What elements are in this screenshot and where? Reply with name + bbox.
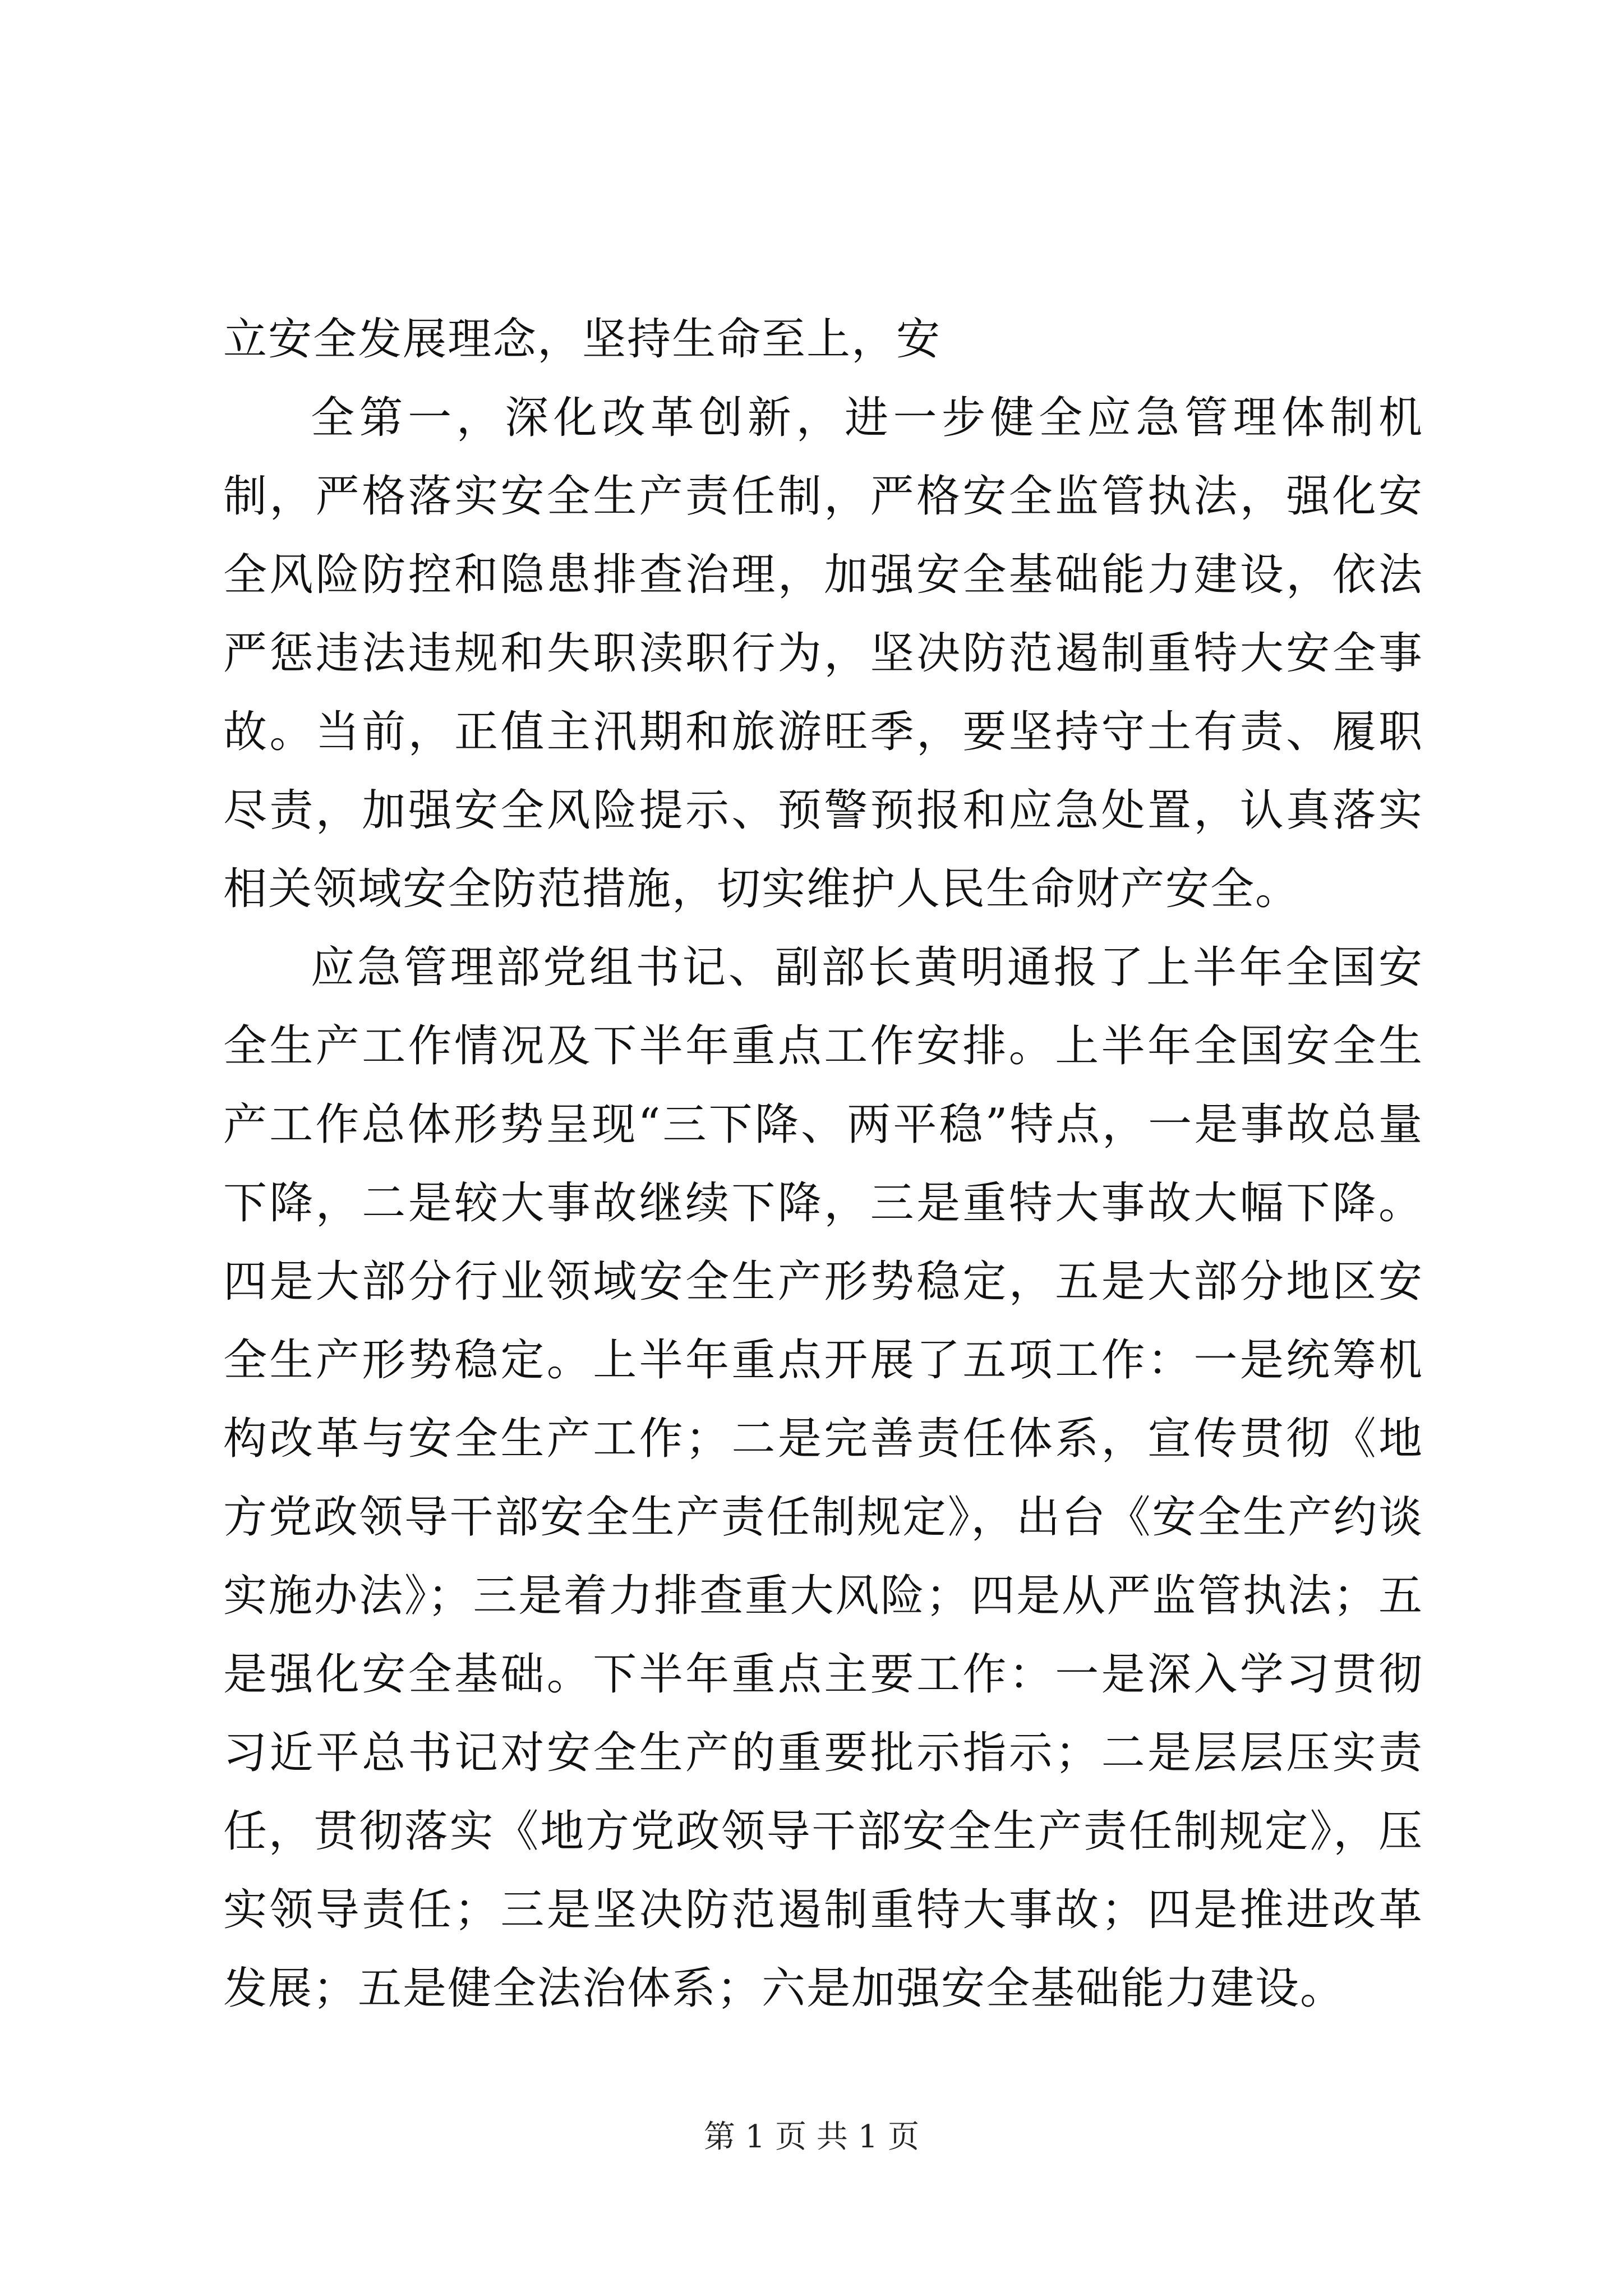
paragraph-1: 立安全发展理念，坚持生命至上，安 [223, 314, 942, 365]
paragraph-2: 全第一，深化改革创新，进一步健全应急管理体制机制，严格落实安全生产责任制，严格安全监管执法，强化安全风险防控和隐患排查治理，加强安全基础能力建设，依法严惩违法违规和失职渎职行为，坚决防范遏制重特大安全事故。当前，正值主汛期和旅游旺季，要坚持守土有责、履职尽责，加强安全风险提示、预警预报和应急处置，认真落实相关领域安全防范措施，切实维护人民生命财产安全。 [223, 393, 1423, 914]
page-footer: 第 1 页 共 1 页 [703, 2119, 920, 2155]
document-body [223, 300, 1423, 2028]
paragraph-3: 应急管理部党组书记、副部长黄明通报了上半年全国安全生产工作情况及下半年重点工作安排。上半年全国安全生产工作总体形势呈现“三下降、两平稳”特点，一是事故总量下降，二是较大事故继续下降，三是重特大事故大幅下降。四是大部分行业领域安全生产形势稳定，五是大部分地区安全生产形势稳定。上半年重点开展了五项工作：一是统筹机构改革与安全生产工作；二是完善责任体系，宣传贯彻《地方党政领导干部安全生产责任制规定》，出台《安全生产约谈实施办法》；三是着力排查重大风险；四是从严监管执法；五是强化安全基础。下半年重点主要工作：一是深入学习贯彻习近平总书记对安全生产的重要批示指示；二是层层压实责任，贯彻落实《地方党政领导干部安全生产责任制规定》，压实领导责任；三是坚决防范遏制重特大事故；四是推进改革发展；五是健全法治体系；六是加强安全基础能力建设。 [223, 942, 1423, 2014]
